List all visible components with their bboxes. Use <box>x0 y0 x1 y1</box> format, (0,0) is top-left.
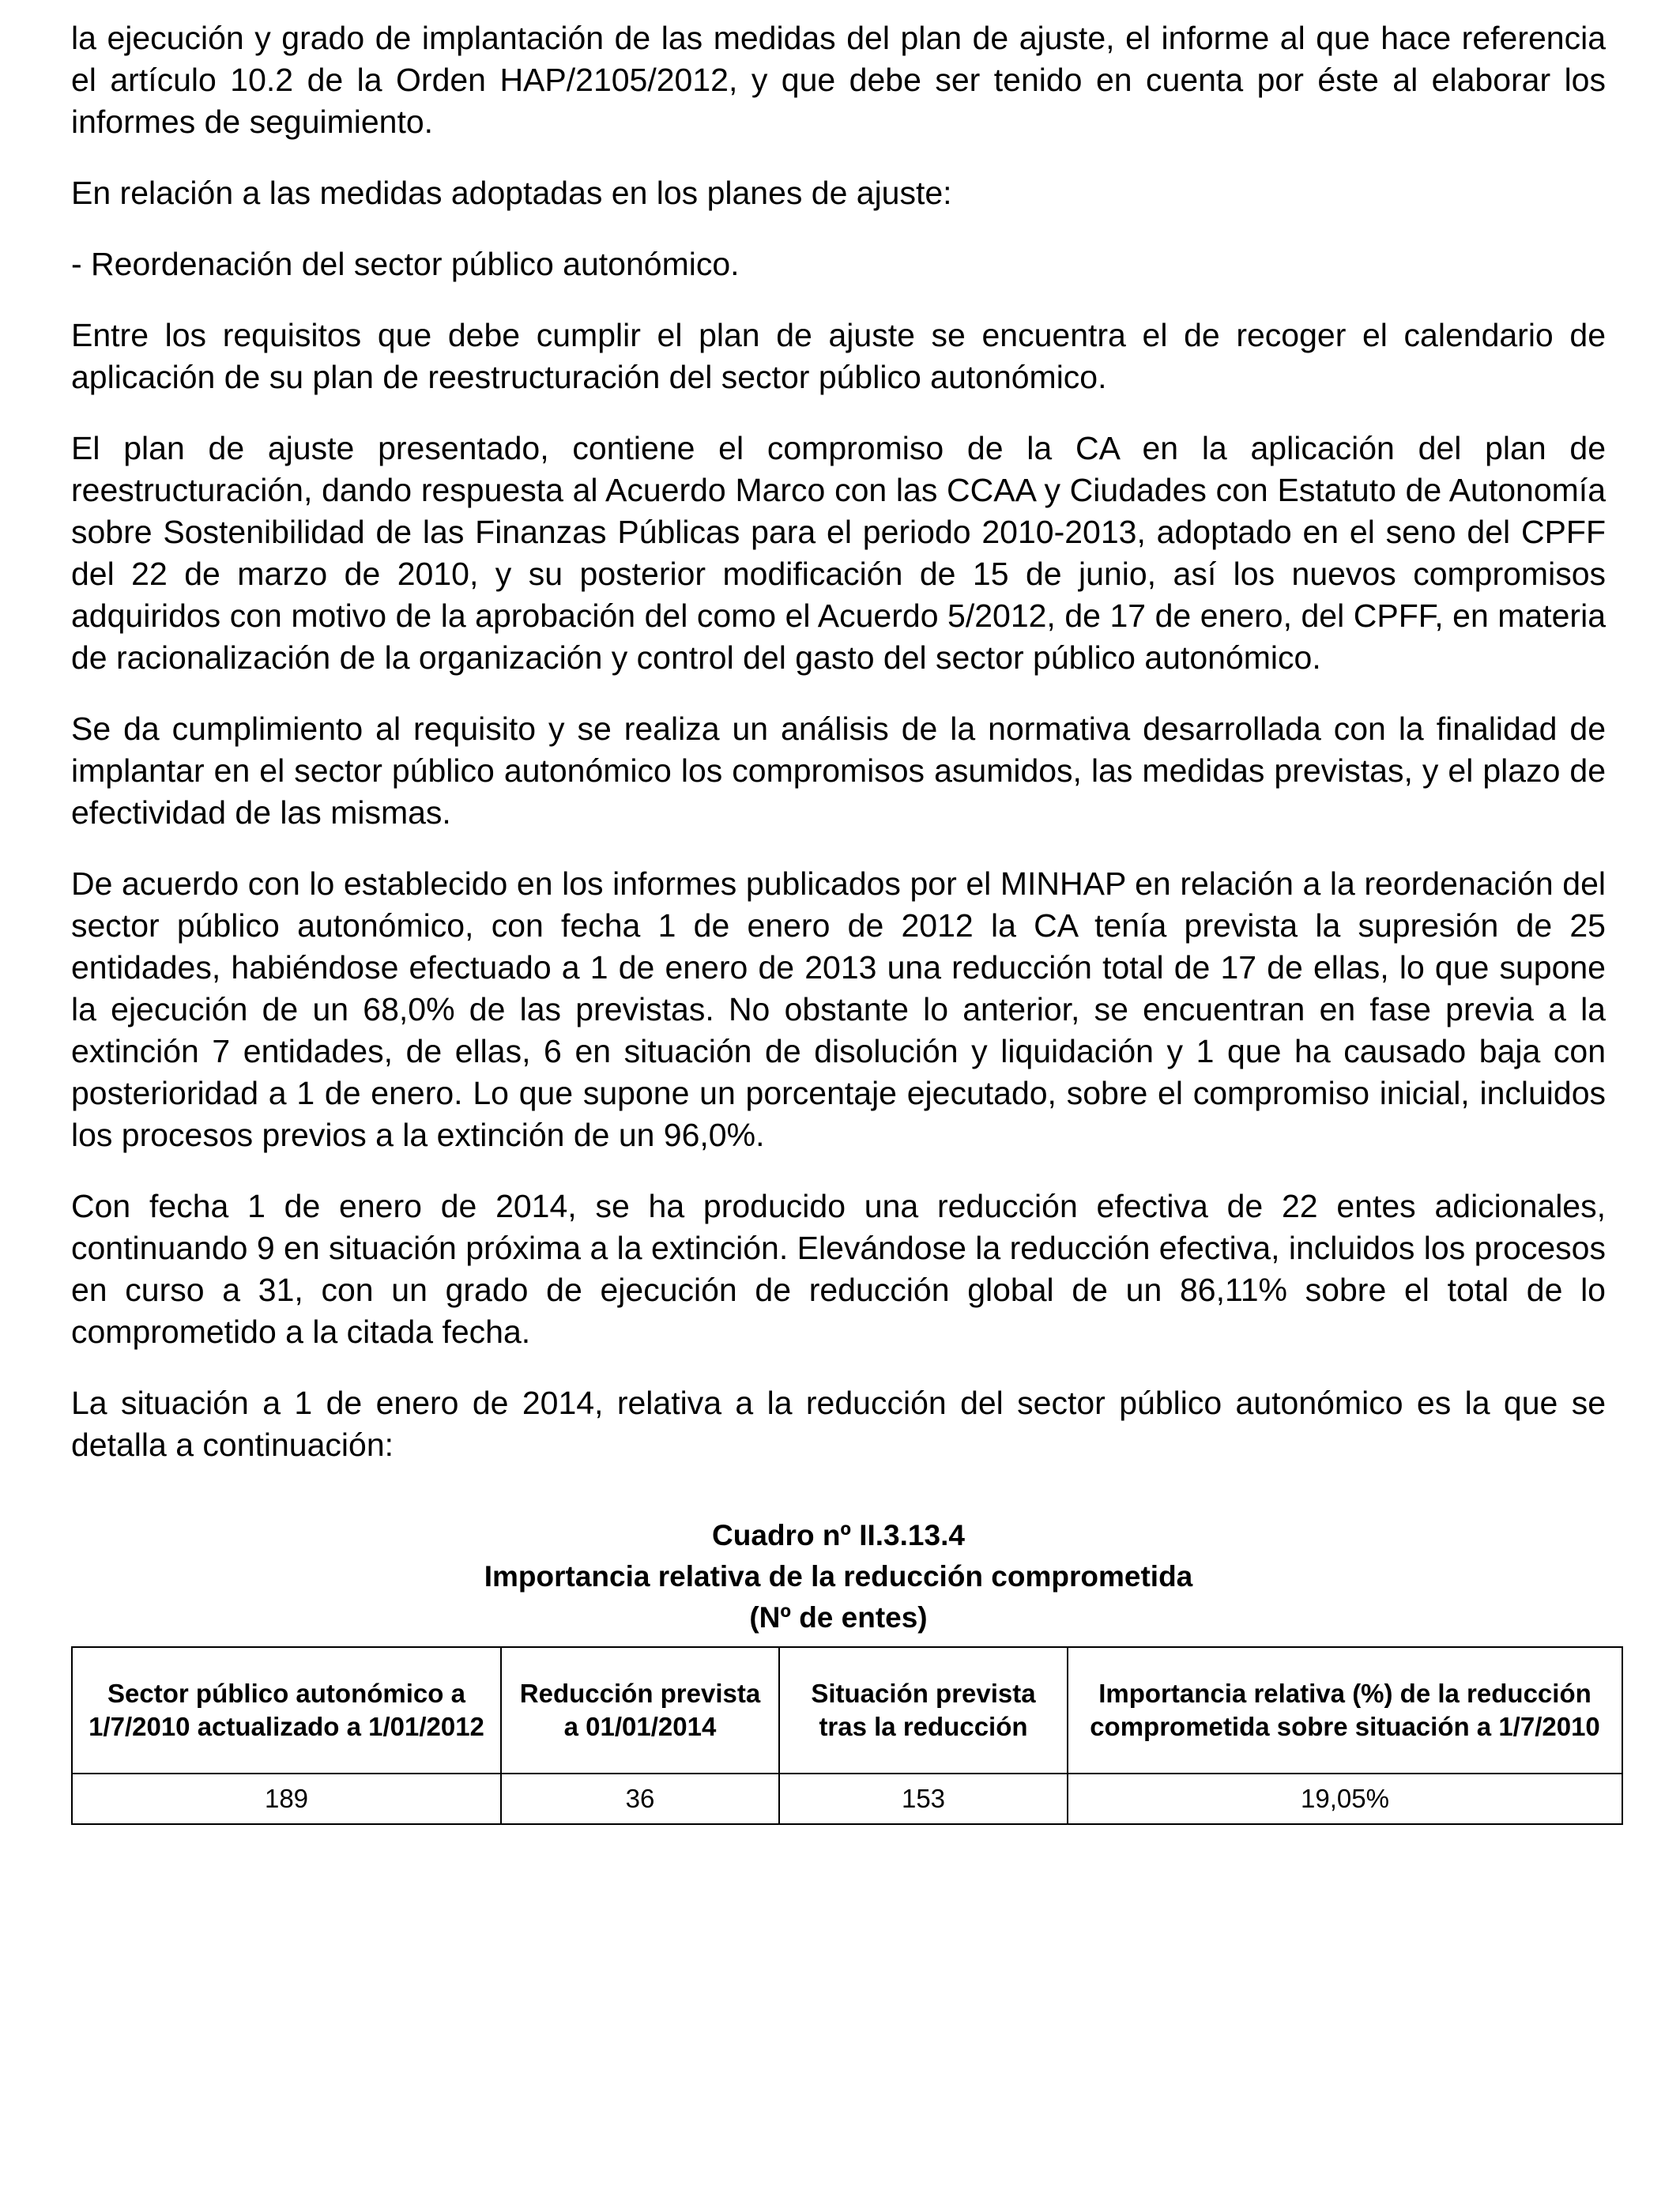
table-row <box>72 1774 1622 1824</box>
table-caption <box>71 1515 1606 1638</box>
paragraph-7: De acuerdo con lo establecido en los informes publicados por el MINHAP en relación a la reordenación del sector público autonómico, con fecha 1 de enero de 2012 la CA tenía prevista la supresión de 25 entidades, habiéndose efectuado a 1 de enero de 2013 una reducción total de 17 de ellas, lo que supone la ejecución de un 68,0% de las previstas. No obstante lo anterior, se encuentran en fase previa a la extinción 7 entidades, de ellas, 6 en situación de disolución y liquidación y 1 que ha causado baja con posterioridad a 1 de enero. Lo que supone un porcentaje ejecutado, sobre el compromiso inicial, incluidos los procesos previos a la extinción de un 96,0%. <box>71 865 1606 1153</box>
document-page <box>71 17 1606 1825</box>
cell-sector-publico: 189 <box>72 1774 501 1824</box>
table-unit: (Nº de entes) <box>749 1601 928 1634</box>
paragraph-6: Se da cumplimiento al requisito y se realiza un análisis de la normativa desarrollada con la finalidad de implantar en el sector público autonómico los compromisos asumidos, las medidas previstas, y el plazo de efectividad de las mismas. <box>71 711 1606 831</box>
paragraph-5: El plan de ajuste presentado, contiene el compromiso de la CA en la aplicación del plan de reestructuración, dando respuesta al Acuerdo Marco con las CCAA y Ciudades con Estatuto de Autonomía sobre Sostenibilidad de las Finanzas Públicas para el periodo 2010-2013, adoptado en el seno del CPFF del 22 de marzo de 2010, y su posterior modificación de 15 de junio, así los nuevos compromisos adquiridos con motivo de la aprobación del como el Acuerdo 5/2012, de 17 de enero, del CPFF, en materia de racionalización de la organización y control del gasto del sector público autonómico. <box>71 430 1606 676</box>
table-number: Cuadro nº II.3.13.4 <box>712 1519 965 1551</box>
paragraph-1: la ejecución y grado de implantación de las medidas del plan de ajuste, el informe al que hace referencia el artículo 10.2 de la Orden HAP/2105/2012, y que debe ser tenido en cuenta por éste al elaborar los informes de seguimiento. <box>71 20 1606 140</box>
header-situacion-prevista: Situación prevista tras la reducción <box>779 1647 1068 1774</box>
table-header-row <box>72 1647 1622 1774</box>
paragraph-4: Entre los requisitos que debe cumplir el plan de ajuste se encuentra el de recoger el calendario de aplicación de su plan de reestructuración del sector público autonómico. <box>71 317 1606 395</box>
table-title: Importancia relativa de la reducción comprometida <box>484 1560 1193 1593</box>
paragraph-3: - Reordenación del sector público autonómico. <box>71 246 740 282</box>
header-reduccion-prevista: Reducción prevista a 01/01/2014 <box>501 1647 779 1774</box>
paragraph-9: La situación a 1 de enero de 2014, relativa a la reducción del sector público autonómico es la que se detalla a continuación: <box>71 1385 1606 1463</box>
paragraph-8: Con fecha 1 de enero de 2014, se ha producido una reducción efectiva de 22 entes adicionales, continuando 9 en situación próxima a la extinción. Elevándose la reducción efectiva, incluidos los procesos en curso a 31, con un grado de ejecución de reducción global de un 86,11% sobre el total de lo comprometido a la citada fecha. <box>71 1188 1606 1350</box>
header-importancia-relativa: Importancia relativa (%) de la reducción comprometida sobre situación a 1/7/2010 <box>1068 1647 1622 1774</box>
cell-reduccion-prevista: 36 <box>501 1774 779 1824</box>
cell-importancia-relativa: 19,05% <box>1068 1774 1622 1824</box>
header-sector-publico: Sector público autonómico a 1/7/2010 actualizado a 1/01/2012 <box>72 1647 501 1774</box>
reduction-table <box>71 1646 1623 1825</box>
paragraph-2: En relación a las medidas adoptadas en los planes de ajuste: <box>71 175 952 211</box>
cell-situacion-prevista: 153 <box>779 1774 1068 1824</box>
